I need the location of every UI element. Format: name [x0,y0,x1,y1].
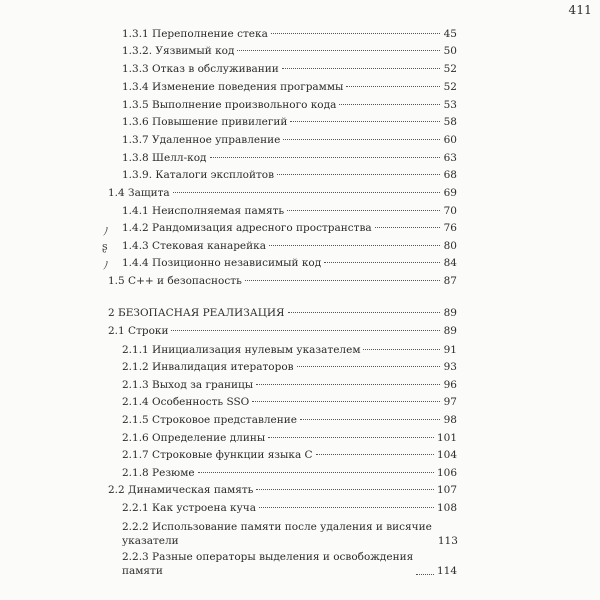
toc-entry-title-line1: 2.2.2 Использование памяти после удаления и висячие [122,521,432,533]
toc-entry-title: 1.4.1 Неисполняемая память [122,205,285,217]
toc-entry-title: 1.4.3 Стековая канарейка [122,240,266,252]
toc-entry [122,28,457,41]
toc-entry-title: 2.1.1 Инициализация нулевым указателем [122,344,361,356]
page-number: 411 [568,3,592,17]
toc-entry [122,45,457,58]
toc-entry-page: 84 [443,257,457,269]
dot-leader [268,437,434,438]
toc-entry [122,116,457,129]
toc-entry-page: 45 [443,28,457,40]
toc-entry [122,222,457,235]
toc-entry-title: 2.2.1 Как устроена куча [122,502,257,514]
toc-entry-title: 1.3.3 Отказ в обслуживании [122,63,279,75]
toc-entry [122,240,457,253]
toc-entry-page: 91 [443,344,457,356]
toc-entry-title-line1: 2.2.3 Разные операторы выделения и освобождения [122,551,414,563]
dot-leader [259,507,434,508]
toc-entry-title: 1.4.2 Рандомизация адресного пространства [122,222,372,234]
toc-entry [122,449,457,462]
dot-leader [375,227,440,228]
toc-entry [122,432,457,445]
pencil-mark-2: ʂ [102,240,108,253]
toc-entry-page: 93 [443,361,457,373]
dot-leader [173,192,440,193]
toc-entry-title: 1.3.1 Переполнение стека [122,28,268,40]
dot-leader [282,68,440,69]
pencil-mark-3: ﾉ [103,259,109,272]
dot-leader [210,157,441,158]
toc-entry-page: 101 [436,432,457,444]
dot-leader [287,210,440,211]
toc-entry-page: 114 [436,565,457,577]
toc-entry-title: 2.1.5 Строковое представление [122,414,297,426]
toc-entry-page: 80 [443,240,457,252]
toc-entry [122,81,457,94]
dot-leader [252,401,440,402]
dot-leader [237,50,440,51]
toc-entry-page: 107 [436,484,457,496]
toc-entry-page: 52 [443,63,457,75]
dot-leader [346,86,440,87]
toc-entry-page: 104 [436,449,457,461]
pencil-mark-1: ﾉ [103,225,109,238]
dot-leader [316,454,434,455]
toc-entry-page: 53 [443,99,457,111]
toc-entry-chapter [108,307,457,320]
toc-entry-page: 58 [443,116,457,128]
toc-entry [108,187,457,200]
dot-leader [198,472,434,473]
dot-leader [363,349,440,350]
toc-entry-title [122,550,413,578]
toc-entry [122,502,457,515]
toc-entry-page: 50 [443,45,457,57]
dot-leader [297,366,440,367]
toc-entry-title: 2 БЕЗОПАСНАЯ РЕАЛИЗАЦИЯ [108,307,285,319]
dot-leader [288,312,440,313]
toc-entry-title: 1.4.4 Позиционно независимый код [122,257,322,269]
dot-leader [324,262,440,263]
toc-entry-page: 106 [436,467,457,479]
toc-entry [122,205,457,218]
dot-leader [271,33,440,34]
toc-entry-title-line2: памяти [122,565,163,577]
dot-leader [269,245,440,246]
toc-entry-title: 2.1.2 Инвалидация итераторов [122,361,294,373]
toc-entry [122,257,457,270]
toc-entry-page: 89 [443,325,457,337]
toc-entry-title: 1.3.2. Уязвимый код [122,45,235,57]
toc-entry-page: 60 [443,134,457,146]
toc-entry-page: 108 [436,502,457,514]
toc-entry-title: 2.1.6 Определение длины [122,432,266,444]
toc-entry [122,134,457,147]
toc-entry-title: 1.3.7 Удаленное управление [122,134,281,146]
toc-entry [108,275,457,288]
toc-entry [108,325,457,338]
toc-entry-title: 1.3.6 Повышение привилегий [122,116,288,128]
toc-entry [122,414,457,427]
toc-entry [122,63,457,76]
toc-entry-page: 63 [443,152,457,164]
toc-entry-page: 70 [443,205,457,217]
toc-entry-page: 98 [443,414,457,426]
toc-entry [122,520,457,548]
toc-entry-title: 1.3.9. Каталоги эксплойтов [122,169,275,181]
toc-entry [122,550,457,578]
toc-entry-title [122,520,432,548]
toc-entry [122,396,457,409]
dot-leader [171,330,440,331]
toc-entry-title: 2.1 Строки [108,325,169,337]
toc-entry-title: 2.1.3 Выход за границы [122,379,254,391]
toc-entry-page: 52 [443,81,457,93]
dot-leader [277,174,440,175]
dot-leader [300,419,440,420]
toc-entry-title: 1.5 C++ и безопасность [108,275,242,287]
toc-entry [122,169,457,182]
dot-leader [339,104,440,105]
dot-leader [256,384,440,385]
toc-entry-title: 2.1.4 Особенность SSO [122,396,250,408]
toc-entry-page: 97 [443,396,457,408]
dot-leader [256,489,434,490]
toc-entry-page: 69 [443,187,457,199]
toc-entry-title: 1.3.4 Изменение поведения программы [122,81,344,93]
toc-entry-page: 89 [443,307,457,319]
dot-leader [283,139,440,140]
toc-entry-page: 113 [437,535,458,547]
dot-leader [290,121,440,122]
toc-entry [122,152,457,165]
dot-leader [416,574,434,575]
toc-entry-title: 2.1.7 Строковые функции языка C [122,449,313,461]
dot-leader [245,280,440,281]
toc-entry-page: 96 [443,379,457,391]
toc-entry [122,344,457,357]
toc-entry-title: 2.1.8 Резюме [122,467,195,479]
toc-entry-title-line2: указатели [122,535,179,547]
toc-entry [108,484,457,497]
toc-entry-page: 87 [443,275,457,287]
toc-entry-title: 1.4 Защита [108,187,170,199]
toc-entry [122,361,457,374]
toc-entry-title: 1.3.8 Шелл-код [122,152,207,164]
toc-entry-page: 76 [443,222,457,234]
toc-entry-title: 2.2 Динамическая память [108,484,254,496]
toc-entry [122,467,457,480]
toc-entry-page: 68 [443,169,457,181]
toc-entry [122,379,457,392]
toc-entry [122,99,457,112]
toc-entry-title: 1.3.5 Выполнение произвольного кода [122,99,337,111]
